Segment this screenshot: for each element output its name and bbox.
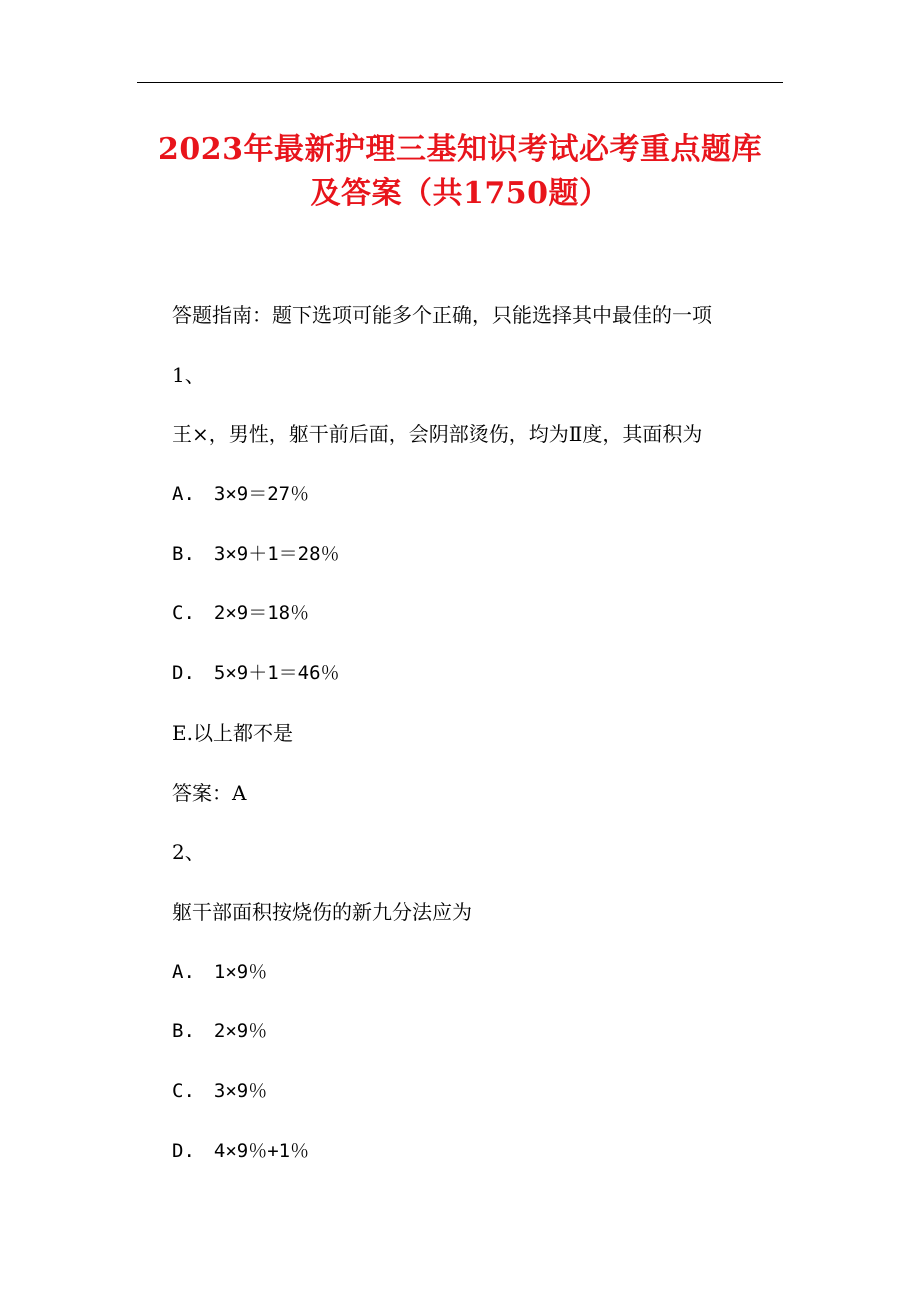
option-b: B. 3×9＋1＝28％: [172, 542, 340, 565]
question-number: 1、: [172, 362, 205, 387]
option-a: A. 1×9％: [172, 960, 268, 983]
question-number: 2、: [172, 840, 205, 865]
answer-text: 答案：A: [172, 780, 247, 805]
option-b: B. 2×9％: [172, 1020, 268, 1043]
document-body: [172, 298, 792, 1193]
option-c: C. 3×9％: [172, 1079, 268, 1102]
title-line-1: 2023年最新护理三基知识考试必考重点题库: [158, 132, 762, 167]
title-line-2: 及答案（共1750题）: [310, 176, 610, 211]
question-stem: 王×，男性，躯干前后面，会阴部烫伤，均为Ⅱ度，其面积为: [172, 422, 703, 447]
option-c: C. 2×9＝18％: [172, 602, 310, 625]
instruction-text: 答题指南：题下选项可能多个正确，只能选择其中最佳的一项: [172, 303, 712, 327]
question-stem: 躯干部面积按烧伤的新九分法应为: [172, 899, 472, 924]
document-title: [130, 128, 790, 216]
header-rule: [137, 82, 783, 83]
option-e: E.以上都不是: [172, 720, 293, 745]
option-a: A. 3×9＝27％: [172, 483, 310, 506]
option-d: D. 5×9＋1＝46％: [172, 662, 340, 685]
option-d: D. 4×9％+1％: [172, 1139, 310, 1162]
